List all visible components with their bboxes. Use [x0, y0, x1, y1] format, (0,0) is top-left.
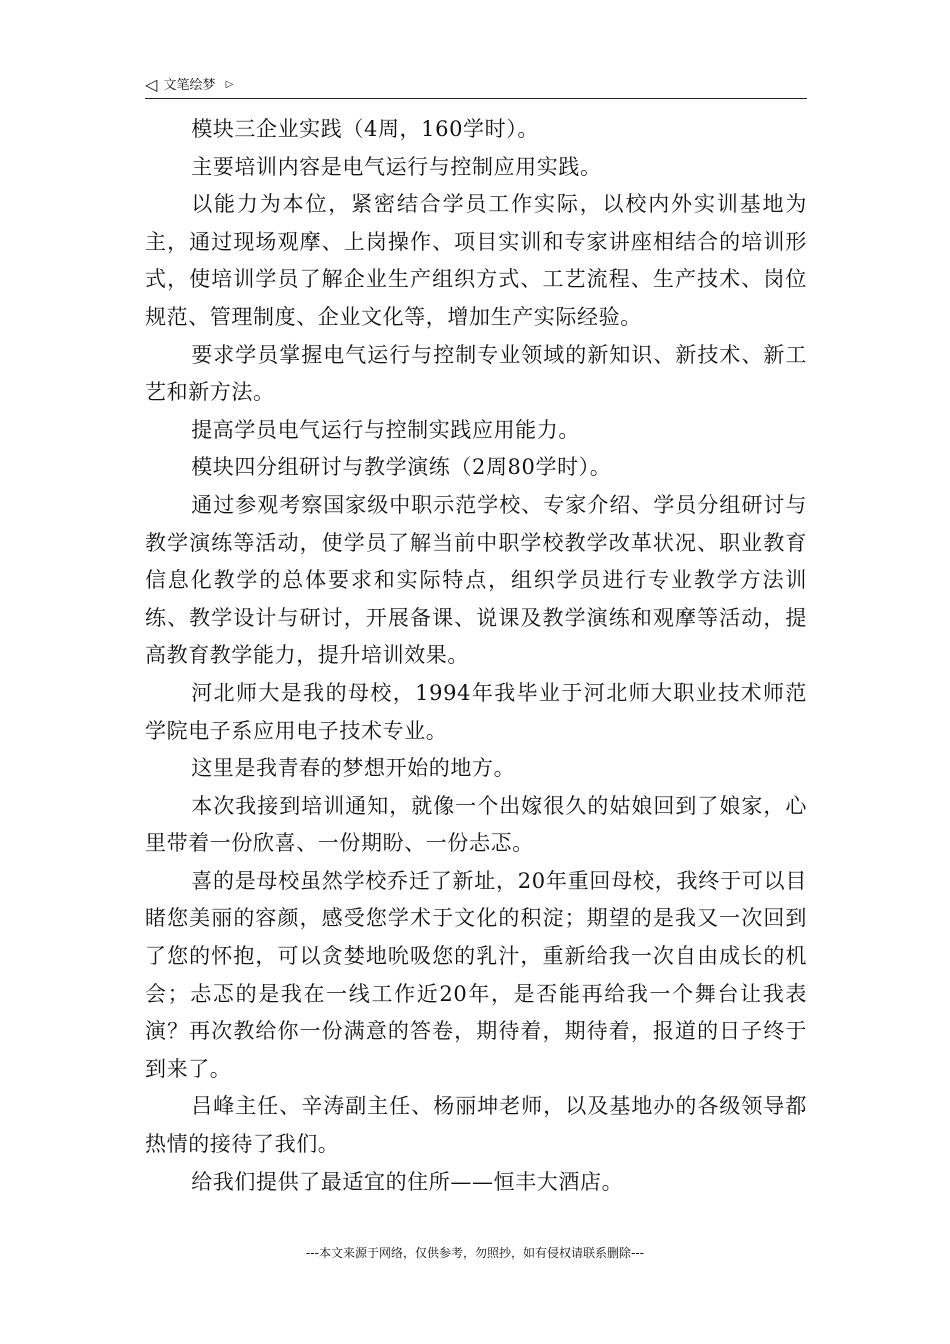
paragraph: 以能力为本位，紧密结合学员工作实际，以校内外实训基地为主，通过现场观摩、上岗操作、项目实训和专家讲座相结合的培训形式，使培训学员了解企业生产组织方式、工艺流程、生产技术、岗位规范、管理制度、企业文化等，增加生产实际经验。: [145, 192, 807, 329]
paragraph: 喜的是母校虽然学校乔迁了新址，20年重回母校，我终于可以目睹您美丽的容颜，感受您学术于文化的积淀；期望的是我又一次回到了您的怀抱，可以贪婪地吮吸您的乳汁，重新给我一次自由成长的机会；忐忑的是我在一线工作近20年，是否能再给我一个舞台让我表演？再次教给你一份满意的答卷，期待着，期待着，报道的日子终于到来了。: [145, 868, 807, 1081]
paragraph: 吕峰主任、辛涛副主任、杨丽坤老师，以及基地办的各级领导都热情的接待了我们。: [145, 1094, 807, 1157]
paragraph: 河北师大是我的母校，1994年我毕业于河北师大职业技术师范学院电子系应用电子技术专业。: [145, 680, 807, 743]
paragraph: 模块四分组研讨与教学演练（2周80学时）。: [191, 455, 612, 480]
paragraph: 这里是我青春的梦想开始的地方。: [191, 756, 516, 781]
paragraph: 模块三企业实践（4周，160学时）。: [191, 117, 539, 141]
paragraph: 通过参观考察国家级中职示范学校、专家介绍、学员分组研讨与教学演练等活动，使学员了解当前中职学校教学改革状况、职业教育信息化教学的总体要求和实际特点，组织学员进行专业教学方法训练、教学设计与研讨，开展备课、说课及教学演练和观摩等活动，提高教育教学能力，提升培训效果。: [145, 492, 807, 668]
triangle-left-icon: ◁: [145, 75, 158, 94]
paragraph: 本次我接到培训通知，就像一个出嫁很久的姑娘回到了娘家，心里带着一份欣喜、一份期盼、一份忐忑。: [145, 793, 807, 856]
paragraph: 主要培训内容是电气运行与控制应用实践。: [191, 154, 602, 179]
header-title: 文笔绘梦: [163, 78, 216, 93]
triangle-right-icon: ▷: [225, 79, 234, 90]
paragraph: 要求学员掌握电气运行与控制专业领域的新知识、新技术、新工艺和新方法。: [145, 342, 807, 405]
paragraph: 提高学员电气运行与控制实践应用能力。: [191, 417, 580, 442]
page-header: [145, 74, 807, 99]
footer-notice: ---本文来源于网络，仅供参考，勿照抄，如有侵权请联系删除---: [306, 1246, 644, 1260]
paragraph: 给我们提供了最适宜的住所——恒丰大酒店。: [191, 1169, 624, 1194]
document-body: [145, 111, 807, 1201]
